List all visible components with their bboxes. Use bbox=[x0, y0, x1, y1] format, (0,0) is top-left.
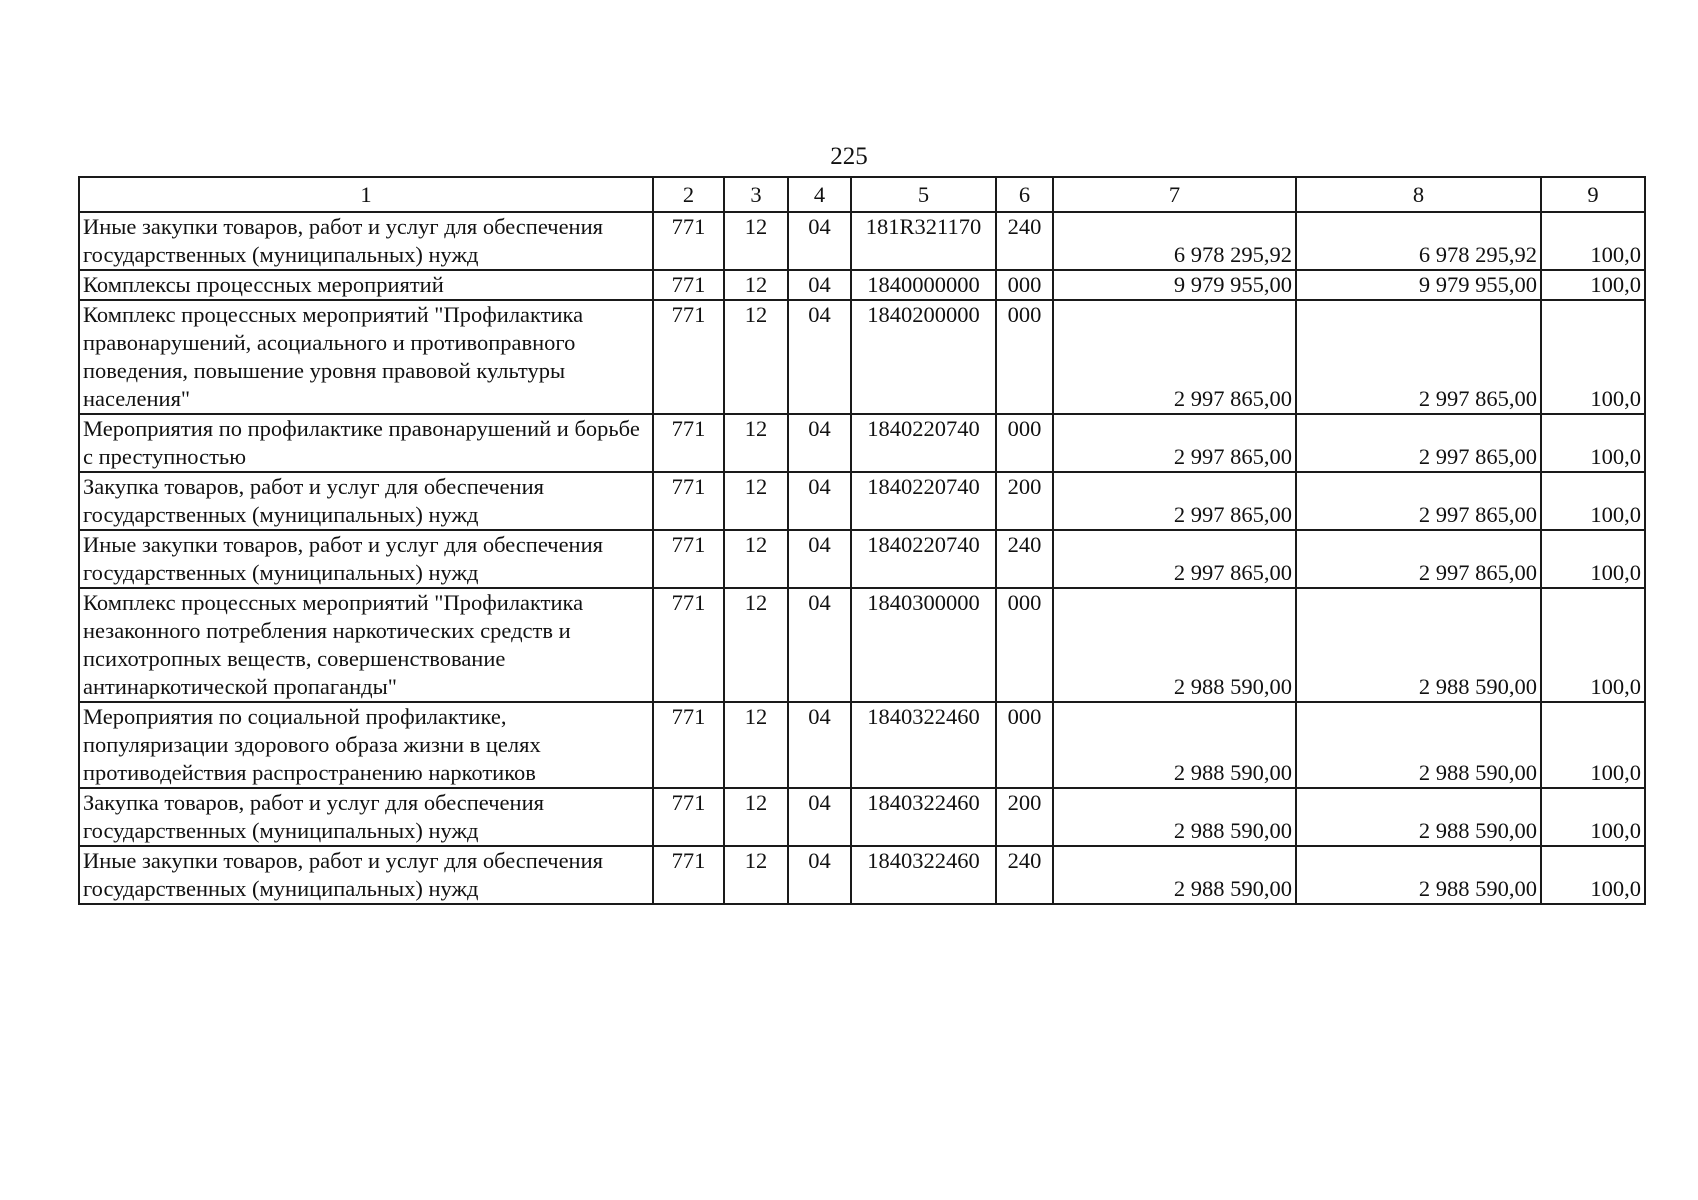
execution-percent-cell: 100,0 bbox=[1541, 702, 1645, 788]
section-code-cell: 12 bbox=[724, 472, 788, 530]
target-article-cell: 1840322460 bbox=[851, 702, 996, 788]
execution-percent-cell: 100,0 bbox=[1541, 846, 1645, 904]
executed-amount-cell: 2 997 865,00 bbox=[1296, 472, 1541, 530]
header-row bbox=[79, 177, 1645, 212]
header-cell-9: 9 bbox=[1541, 177, 1645, 212]
admin-code-cell: 771 bbox=[653, 300, 724, 414]
executed-amount-cell: 2 988 590,00 bbox=[1296, 588, 1541, 702]
planned-amount-cell: 2 988 590,00 bbox=[1053, 588, 1296, 702]
table-body bbox=[79, 212, 1645, 904]
expense-type-cell: 000 bbox=[996, 588, 1053, 702]
subsection-code-cell: 04 bbox=[788, 212, 851, 270]
header-cell-3: 3 bbox=[724, 177, 788, 212]
target-article-cell: 1840322460 bbox=[851, 788, 996, 846]
table-row bbox=[79, 588, 1645, 702]
section-code-cell: 12 bbox=[724, 300, 788, 414]
target-article-cell: 181R321170 bbox=[851, 212, 996, 270]
admin-code-cell: 771 bbox=[653, 788, 724, 846]
table-row bbox=[79, 702, 1645, 788]
executed-amount-cell: 2 988 590,00 bbox=[1296, 788, 1541, 846]
planned-amount-cell: 6 978 295,92 bbox=[1053, 212, 1296, 270]
admin-code-cell: 771 bbox=[653, 472, 724, 530]
table-row bbox=[79, 530, 1645, 588]
section-code-cell: 12 bbox=[724, 270, 788, 300]
expense-type-cell: 000 bbox=[996, 300, 1053, 414]
expense-type-cell: 240 bbox=[996, 212, 1053, 270]
subsection-code-cell: 04 bbox=[788, 588, 851, 702]
subsection-code-cell: 04 bbox=[788, 414, 851, 472]
subsection-code-cell: 04 bbox=[788, 300, 851, 414]
executed-amount-cell: 6 978 295,92 bbox=[1296, 212, 1541, 270]
admin-code-cell: 771 bbox=[653, 270, 724, 300]
execution-percent-cell: 100,0 bbox=[1541, 414, 1645, 472]
execution-percent-cell: 100,0 bbox=[1541, 588, 1645, 702]
row-name-cell: Иные закупки товаров, работ и услуг для обеспечения государственных (муниципальных) нужд bbox=[79, 846, 653, 904]
section-code-cell: 12 bbox=[724, 212, 788, 270]
executed-amount-cell: 2 997 865,00 bbox=[1296, 300, 1541, 414]
header-cell-4: 4 bbox=[788, 177, 851, 212]
table-row bbox=[79, 414, 1645, 472]
row-name-cell: Комплексы процессных мероприятий bbox=[79, 270, 653, 300]
subsection-code-cell: 04 bbox=[788, 472, 851, 530]
expense-type-cell: 240 bbox=[996, 530, 1053, 588]
subsection-code-cell: 04 bbox=[788, 846, 851, 904]
admin-code-cell: 771 bbox=[653, 846, 724, 904]
subsection-code-cell: 04 bbox=[788, 530, 851, 588]
section-code-cell: 12 bbox=[724, 702, 788, 788]
header-cell-6: 6 bbox=[996, 177, 1053, 212]
table-row bbox=[79, 846, 1645, 904]
table-row bbox=[79, 300, 1645, 414]
section-code-cell: 12 bbox=[724, 588, 788, 702]
subsection-code-cell: 04 bbox=[788, 702, 851, 788]
planned-amount-cell: 2 997 865,00 bbox=[1053, 414, 1296, 472]
row-name-cell: Иные закупки товаров, работ и услуг для обеспечения государственных (муниципальных) нужд bbox=[79, 530, 653, 588]
table-header bbox=[79, 177, 1645, 212]
planned-amount-cell: 2 988 590,00 bbox=[1053, 702, 1296, 788]
executed-amount-cell: 2 988 590,00 bbox=[1296, 846, 1541, 904]
target-article-cell: 1840000000 bbox=[851, 270, 996, 300]
expense-type-cell: 240 bbox=[996, 846, 1053, 904]
subsection-code-cell: 04 bbox=[788, 270, 851, 300]
section-code-cell: 12 bbox=[724, 788, 788, 846]
expense-type-cell: 000 bbox=[996, 270, 1053, 300]
table-row bbox=[79, 472, 1645, 530]
execution-percent-cell: 100,0 bbox=[1541, 788, 1645, 846]
expense-type-cell: 000 bbox=[996, 702, 1053, 788]
executed-amount-cell: 2 997 865,00 bbox=[1296, 414, 1541, 472]
section-code-cell: 12 bbox=[724, 530, 788, 588]
admin-code-cell: 771 bbox=[653, 588, 724, 702]
admin-code-cell: 771 bbox=[653, 530, 724, 588]
header-cell-5: 5 bbox=[851, 177, 996, 212]
section-code-cell: 12 bbox=[724, 414, 788, 472]
executed-amount-cell: 2 997 865,00 bbox=[1296, 530, 1541, 588]
row-name-cell: Мероприятия по социальной профилактике, популяризации здорового образа жизни в целях противодействия распространению наркотиков bbox=[79, 702, 653, 788]
row-name-cell: Закупка товаров, работ и услуг для обеспечения государственных (муниципальных) нужд bbox=[79, 472, 653, 530]
header-cell-8: 8 bbox=[1296, 177, 1541, 212]
execution-percent-cell: 100,0 bbox=[1541, 472, 1645, 530]
planned-amount-cell: 2 997 865,00 bbox=[1053, 472, 1296, 530]
admin-code-cell: 771 bbox=[653, 212, 724, 270]
row-name-cell: Иные закупки товаров, работ и услуг для обеспечения государственных (муниципальных) нужд bbox=[79, 212, 653, 270]
section-code-cell: 12 bbox=[724, 846, 788, 904]
planned-amount-cell: 2 988 590,00 bbox=[1053, 788, 1296, 846]
target-article-cell: 1840220740 bbox=[851, 530, 996, 588]
planned-amount-cell: 2 988 590,00 bbox=[1053, 846, 1296, 904]
page-number: 225 bbox=[830, 143, 868, 170]
row-name-cell: Комплекс процессных мероприятий "Профилактика незаконного потребления наркотических средств и психотропных веществ, совершенствование антинаркотической пропаганды" bbox=[79, 588, 653, 702]
execution-percent-cell: 100,0 bbox=[1541, 212, 1645, 270]
target-article-cell: 1840220740 bbox=[851, 414, 996, 472]
target-article-cell: 1840200000 bbox=[851, 300, 996, 414]
table-row bbox=[79, 270, 1645, 300]
admin-code-cell: 771 bbox=[653, 702, 724, 788]
execution-percent-cell: 100,0 bbox=[1541, 270, 1645, 300]
header-cell-1: 1 bbox=[79, 177, 653, 212]
subsection-code-cell: 04 bbox=[788, 788, 851, 846]
target-article-cell: 1840322460 bbox=[851, 846, 996, 904]
table-row bbox=[79, 212, 1645, 270]
execution-percent-cell: 100,0 bbox=[1541, 530, 1645, 588]
planned-amount-cell: 9 979 955,00 bbox=[1053, 270, 1296, 300]
executed-amount-cell: 9 979 955,00 bbox=[1296, 270, 1541, 300]
header-cell-7: 7 bbox=[1053, 177, 1296, 212]
expense-type-cell: 200 bbox=[996, 472, 1053, 530]
planned-amount-cell: 2 997 865,00 bbox=[1053, 300, 1296, 414]
planned-amount-cell: 2 997 865,00 bbox=[1053, 530, 1296, 588]
executed-amount-cell: 2 988 590,00 bbox=[1296, 702, 1541, 788]
row-name-cell: Мероприятия по профилактике правонарушений и борьбе с преступностью bbox=[79, 414, 653, 472]
execution-percent-cell: 100,0 bbox=[1541, 300, 1645, 414]
target-article-cell: 1840220740 bbox=[851, 472, 996, 530]
target-article-cell: 1840300000 bbox=[851, 588, 996, 702]
expense-type-cell: 000 bbox=[996, 414, 1053, 472]
budget-table bbox=[78, 176, 1646, 905]
expense-type-cell: 200 bbox=[996, 788, 1053, 846]
header-cell-2: 2 bbox=[653, 177, 724, 212]
table-row bbox=[79, 788, 1645, 846]
row-name-cell: Закупка товаров, работ и услуг для обеспечения государственных (муниципальных) нужд bbox=[79, 788, 653, 846]
row-name-cell: Комплекс процессных мероприятий "Профилактика правонарушений, асоциального и противоправного поведения, повышение уровня правовой культуры населения" bbox=[79, 300, 653, 414]
admin-code-cell: 771 bbox=[653, 414, 724, 472]
